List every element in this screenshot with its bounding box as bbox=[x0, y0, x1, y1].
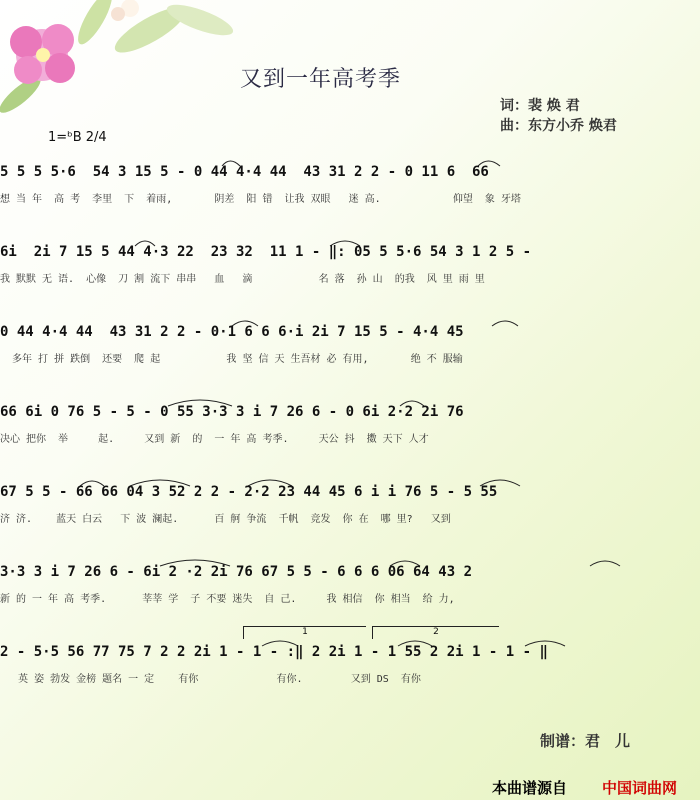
volta-bracket-second: 2 bbox=[372, 626, 499, 639]
lyrics-line: 我 默默 无 语. 心像 刀 割 流下 串串 血 滴 名 落 孙 山 的我 风 里 雨 里 bbox=[0, 274, 485, 285]
composer-credit: 曲：东方小乔 焕君 bbox=[500, 118, 617, 134]
notation-line: 67 5 5 - 66 66 04 3 52 2 2 - 2·2 23 44 45 6 i i 76 5 - 5 55 bbox=[0, 484, 498, 500]
arranger-credit: 制谱：君 儿 bbox=[540, 732, 631, 750]
song-title: 又到一年高考季 bbox=[240, 67, 402, 92]
lyrics-line: 英 姿 勃发 金榜 题名 一 定 有你 有你. 又到 DS 有你 bbox=[0, 674, 421, 685]
lyrics-line: 济 济. 蓝天 白云 下 波 澜起. 百 舸 争流 千帆 竞发 你 在 哪 里? 又到 bbox=[0, 514, 451, 525]
site-link[interactable]: 中国词曲网 bbox=[602, 779, 678, 797]
notation-line: 66 6i 0 76 5 - 5 - 0 55 3·3 3 i 7 26 6 - 0 6i 2·2 2i 76 bbox=[0, 404, 464, 420]
volta-bracket-first: 1 bbox=[243, 626, 366, 639]
source-label: 本曲谱源自 bbox=[492, 779, 568, 797]
flower-icon bbox=[0, 0, 235, 120]
lyrics-line: 想 当 年 高 考 李里 下 着雨, 阴差 阳 错 让我 双眼 迷 高. 仰望 象 牙塔 bbox=[0, 194, 521, 205]
source-footer bbox=[0, 776, 700, 800]
lyrics-line: 决心 把你 举 起. 又到 新 的 一 年 高 考季. 天公 抖 擞 天下 人才 bbox=[0, 434, 429, 445]
key-signature: 1=ᵇB 2/4 bbox=[48, 130, 107, 145]
notation-line: 2 - 5·5 56 77 75 7 2 2 2i 1 - 1 - :‖ 2 2i 1 - 1 55 2 2i 1 - 1 - ‖ bbox=[0, 644, 548, 660]
notation-line: 0 44 4·4 44 43 31 2 2 - 0·1 6 6 6·i 2i 7 15 5 - 4·4 45 bbox=[0, 324, 464, 340]
notation-line: 5 5 5 5·6 54 3 15 5 - 0 44 4·4 44 43 31 2 2 - 0 11 6 66 bbox=[0, 164, 489, 180]
lyrics-line: 多年 打 拼 跌倒 还要 爬 起 我 坚 信 天 生吾材 必 有用, 绝 不 服输 bbox=[0, 354, 463, 365]
notation-line: 3·3 3 i 7 26 6 - 6i 2 ·2 2i 76 67 5 5 - 6 6 6 06 64 43 2 bbox=[0, 564, 473, 580]
lyricist-credit: 词：裴 焕 君 bbox=[500, 98, 580, 114]
notation-line: 6i 2i 7 15 5 44 4·3 22 23 32 11 1 - ‖: 05 5 5·6 54 3 1 2 5 - bbox=[0, 244, 532, 260]
lyrics-line: 新 的 一 年 高 考季. 莘莘 学 子 不要 迷失 自 己. 我 相信 你 相当 给 力, bbox=[0, 594, 455, 605]
